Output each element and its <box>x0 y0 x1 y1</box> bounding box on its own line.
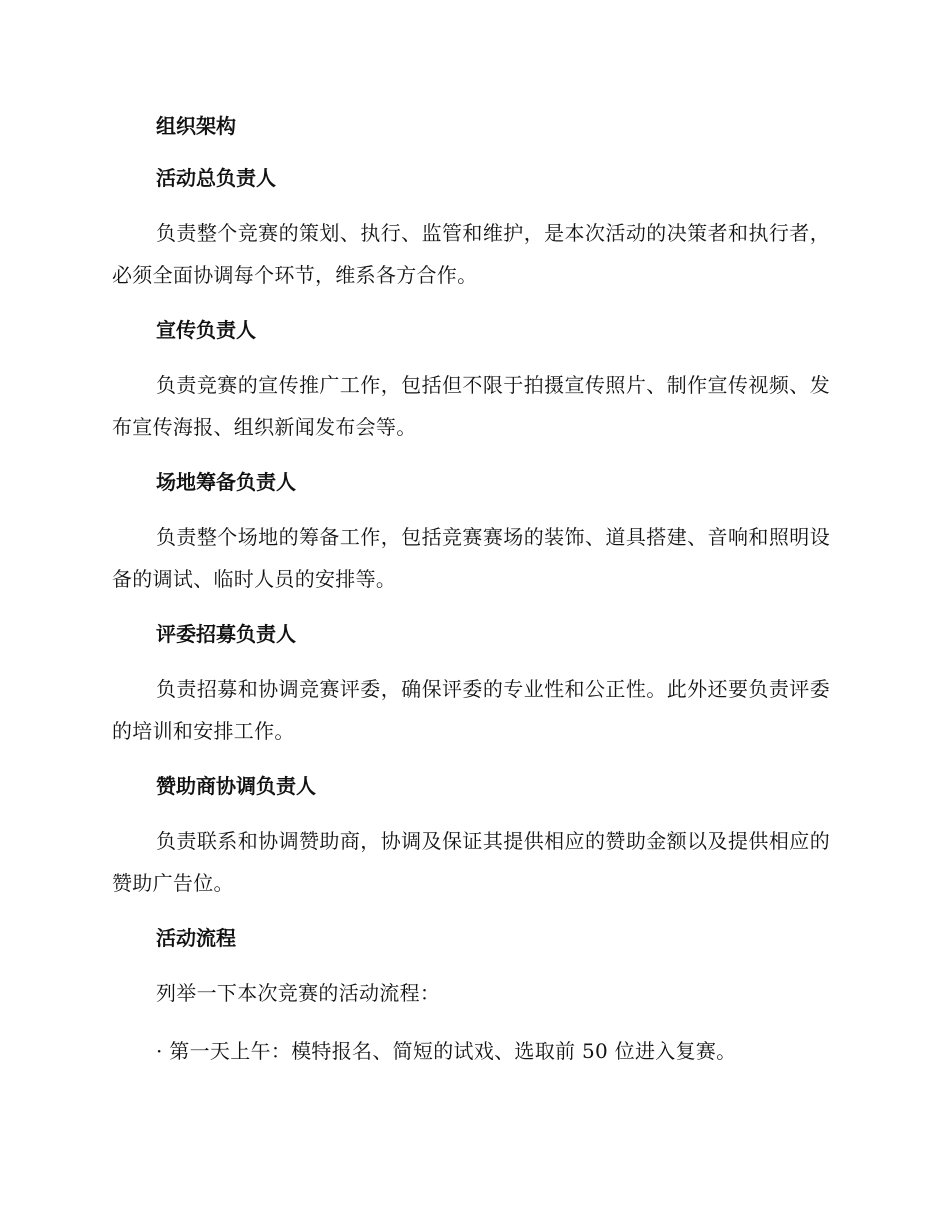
section-heading-organization: 组织架构 <box>156 114 236 138</box>
role-heading-publicity: 宣传负责人 <box>156 318 256 342</box>
role-heading-general-manager: 活动总负责人 <box>156 166 276 190</box>
role-description-general-manager: 负责整个竞赛的策划、执行、监管和维护，是本次活动的决策者和执行者，必须全面协调每个环节，维系各方合作。 <box>112 221 830 287</box>
role-description-judges: 负责招募和协调竞赛评委，确保评委的专业性和公正性。此外还要负责评委的培训和安排工作。 <box>112 677 830 743</box>
role-heading-judges: 评委招募负责人 <box>156 622 296 646</box>
flow-item: · 第一天上午：模特报名、简短的试戏、选取前 50 位进入复赛。 <box>156 1039 737 1063</box>
role-heading-sponsors: 赞助商协调负责人 <box>156 774 316 798</box>
section-heading-flow: 活动流程 <box>156 926 236 950</box>
role-description-sponsors: 负责联系和协调赞助商，协调及保证其提供相应的赞助金额以及提供相应的赞助广告位。 <box>112 829 830 895</box>
role-description-publicity: 负责竞赛的宣传推广工作，包括但不限于拍摄宣传照片、制作宣传视频、发布宣传海报、组织新闻发布会等。 <box>112 373 830 439</box>
flow-intro: 列举一下本次竞赛的活动流程： <box>156 981 441 1005</box>
role-heading-venue: 场地筹备负责人 <box>156 470 296 494</box>
document-body <box>112 108 830 1072</box>
role-description-venue: 负责整个场地的筹备工作，包括竞赛赛场的装饰、道具搭建、音响和照明设备的调试、临时人员的安排等。 <box>112 525 830 591</box>
